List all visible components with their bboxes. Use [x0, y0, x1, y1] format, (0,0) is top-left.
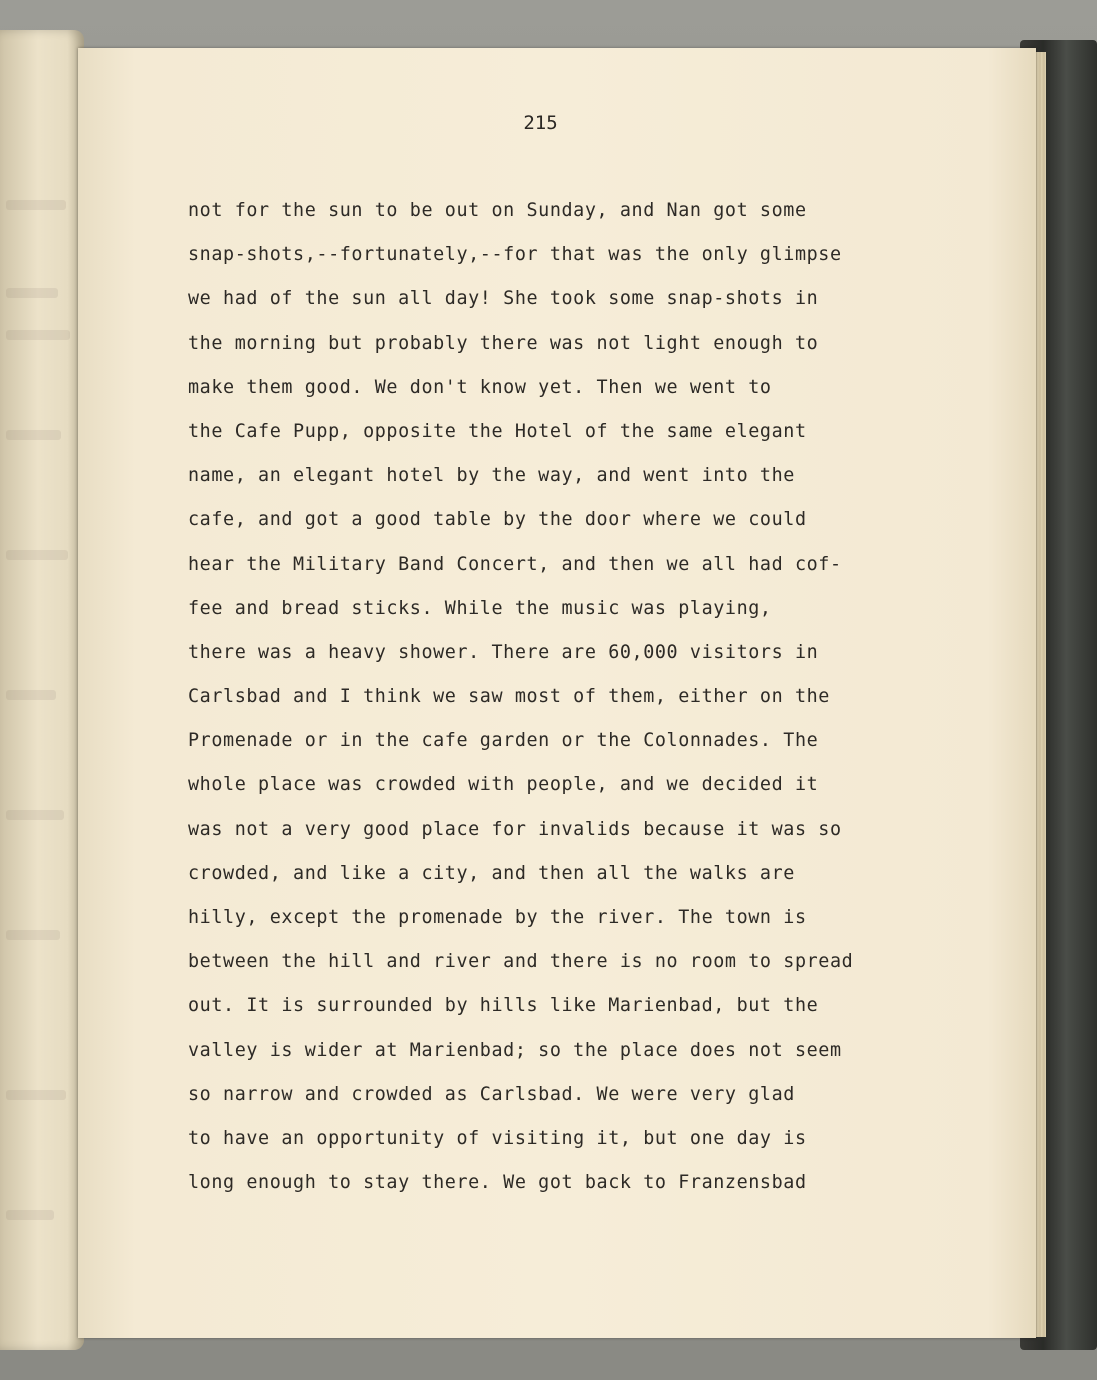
- text-line: Carlsbad and I think we saw most of them, either on the: [188, 686, 830, 708]
- bleed-through-mark: [6, 1090, 66, 1100]
- text-line: was not a very good place for invalids because it was so: [188, 818, 842, 840]
- text-line: hilly, except the promenade by the river. The town is: [188, 907, 807, 928]
- text-line: make them good. We don't know yet. Then we went to: [188, 376, 772, 398]
- text-line: Promenade or in the cafe garden or the Colonnades. The: [188, 730, 819, 752]
- bleed-through-mark: [6, 330, 70, 340]
- text-line: to have an opportunity of visiting it, but one day is: [188, 1127, 807, 1149]
- text-line: snap-shots,--fortunately,--for that was the only glimpse: [188, 244, 842, 266]
- page-body-text: [188, 196, 988, 1212]
- text-line: between the hill and river and there is no room to spread: [188, 951, 854, 973]
- text-line: hear the Military Band Concert, and then we all had cof-: [188, 553, 842, 575]
- text-line: long enough to stay there. We got back to Franzensbad: [188, 1172, 807, 1194]
- bleed-through-mark: [6, 930, 60, 940]
- text-line: out. It is surrounded by hills like Marienbad, but the: [188, 995, 819, 1017]
- text-line: crowded, and like a city, and then all the walks are: [188, 862, 795, 884]
- text-line: not for the sun to be out on Sunday, and Nan got some: [188, 200, 807, 221]
- facing-page: [0, 30, 84, 1350]
- text-line: there was a heavy shower. There are 60,000 visitors in: [188, 641, 819, 663]
- bleed-through-mark: [6, 200, 66, 210]
- bleed-through-mark: [6, 810, 64, 820]
- bleed-through-mark: [6, 550, 68, 560]
- page-number: 215: [523, 112, 558, 134]
- bleed-through-mark: [6, 288, 58, 298]
- typed-page: [78, 48, 1036, 1338]
- text-line: whole place was crowded with people, and we decided it: [188, 774, 819, 796]
- text-line: so narrow and crowded as Carlsbad. We were very glad: [188, 1083, 795, 1105]
- text-line: the Cafe Pupp, opposite the Hotel of the same elegant: [188, 420, 807, 442]
- bleed-through-mark: [6, 690, 56, 700]
- text-line: name, an elegant hotel by the way, and went into the: [188, 465, 795, 487]
- text-line: cafe, and got a good table by the door where we could: [188, 509, 807, 531]
- text-line: the morning but probably there was not light enough to: [188, 332, 819, 354]
- bleed-through-mark: [6, 1210, 54, 1220]
- text-line: fee and bread sticks. While the music was playing,: [188, 597, 772, 619]
- text-line: we had of the sun all day! She took some snap-shots in: [188, 288, 819, 310]
- bleed-through-mark: [6, 430, 61, 440]
- text-line: valley is wider at Marienbad; so the place does not seem: [188, 1039, 842, 1061]
